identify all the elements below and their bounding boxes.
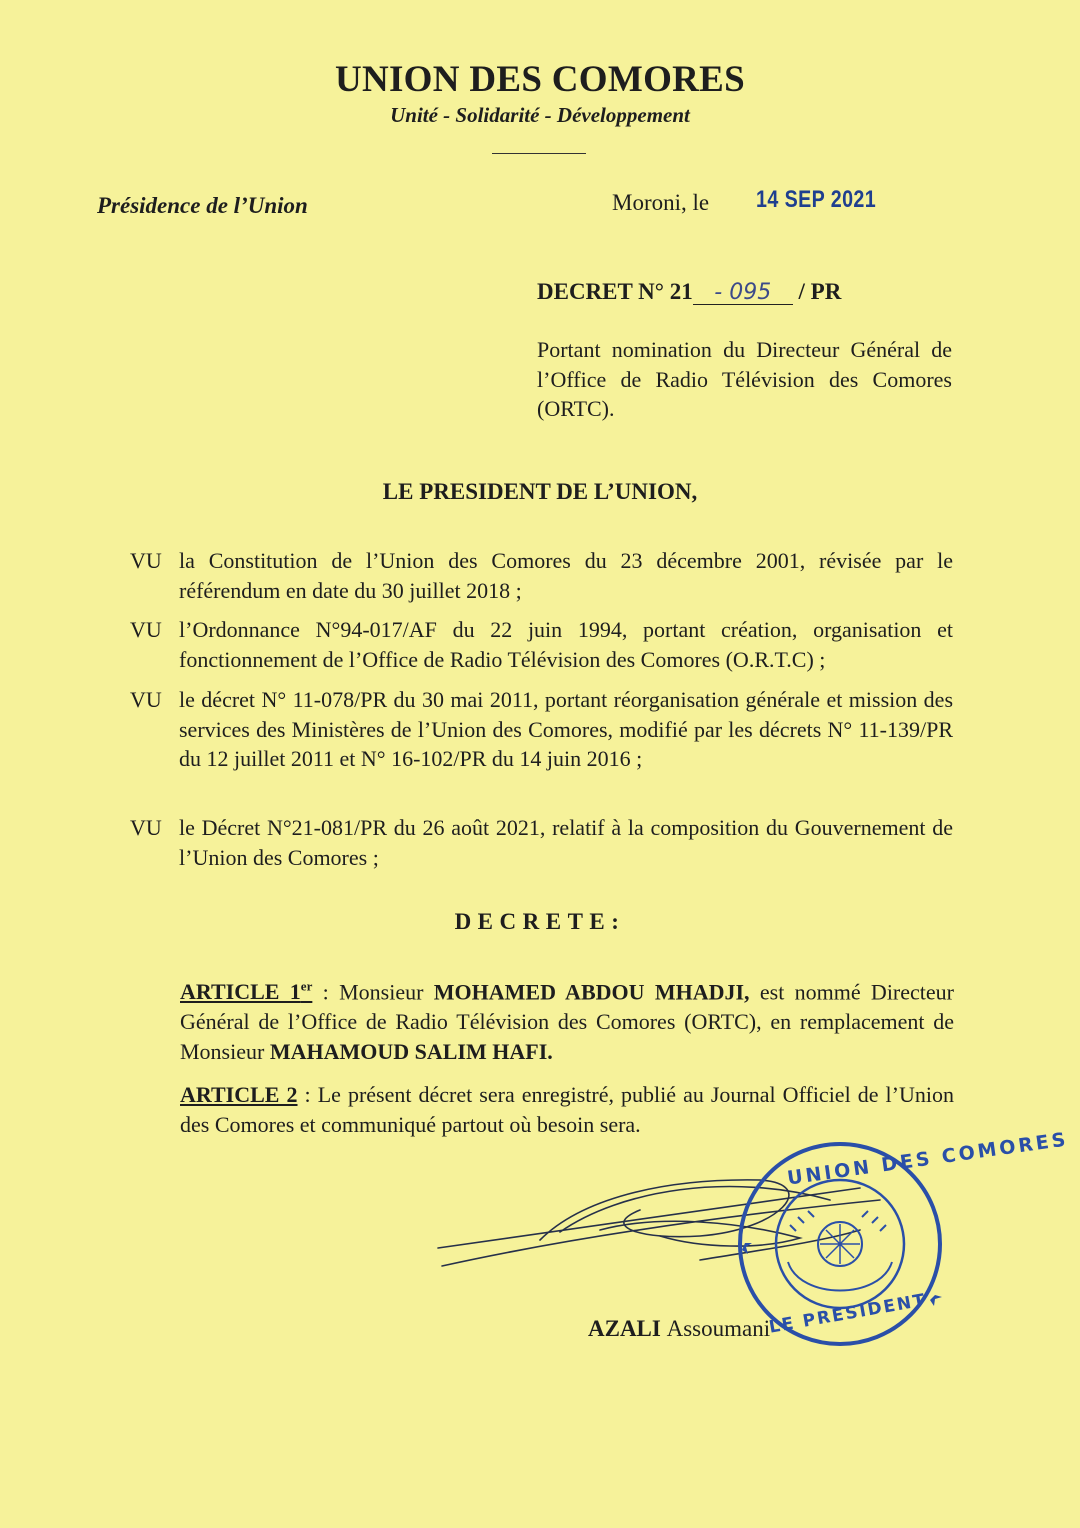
vu-label: VU [130,548,162,573]
article-1-label-sup: er [300,979,313,994]
article-1-separator: : [312,979,340,1005]
article-2-label: ARTICLE 2 [180,1082,298,1107]
article-1-label-text: ARTICLE 1 [180,979,301,1005]
preamble-item-text: le décret N° 11-078/PR du 30 mai 2011, portant réorganisation générale et mission des services des Ministères de l’Union des Comores, modifié par les décrets N° 11-139/PR du 12 juillet 2011 et N° 16-102/PR du 14 juin 2016 ; [179,687,953,771]
preamble-heading: LE PRESIDENT DE L’UNION, [382,479,698,504]
article-1-text: Monsieur [339,979,434,1005]
country-title: UNION DES COMORES [334,59,746,100]
preamble-item-text: le Décret N°21-081/PR du 26 août 2021, relatif à la composition du Gouvernement de l’Union des Comores ; [179,815,953,870]
issuer-label: Présidence de l’Union [97,193,308,218]
article-1-text-cont: est nommé Directeur Général de l’Office de Radio Télévision des Comores (ORTC), en remplacement de Monsieur [180,979,954,1065]
decree-handwritten-number: - 095 [693,282,793,305]
decree-suffix: / PR [798,279,842,304]
seal-top-text: UNION DES COMORES [785,1128,1070,1190]
preamble-item-text: la Constitution de l’Union des Comores du 23 décembre 2001, révisée par le référendum en date du 30 juillet 2018 ; [179,548,953,603]
signatory-name [588,1316,770,1342]
signatory-surname: AZALI [588,1316,661,1341]
place-label: Moroni, le [612,190,710,215]
predecessor-name: MAHAMOUD SALIM HAFI. [269,1039,553,1065]
date-stamp: 14 SEP 2021 [756,186,877,213]
article-2-separator: : [297,1082,318,1107]
vu-label: VU [130,617,162,642]
preamble-item-text: l’Ordonnance N°94-017/AF du 22 juin 1994, portant création, organisation et fonctionnement de l’Office de Radio Télévision des Comores (O.R.T.C) ; [179,617,953,672]
national-motto: Unité - Solidarité - Développement [390,103,690,127]
vu-label: VU [130,815,162,840]
seal-lettering [738,1128,1070,1338]
decrete-heading: DECRETE: [454,909,626,934]
seal-bottom-text: LE PRESIDENT [767,1290,929,1338]
decree-purpose: Portant nomination du Directeur Général de l’Office de Radio Télévision des Comores (ORTC). [537,337,952,421]
article-2-text: Le présent décret sera enregistré, publié au Journal Officiel de l’Union des Comores et communiqué partout où besoin sera. [180,1082,954,1137]
signatory-given-name: Assoumani [666,1316,771,1341]
decree-prefix: DECRET N° 21 [537,279,693,304]
appointee-name: MOHAMED ABDOU MHADJI, [433,979,750,1005]
vu-label: VU [130,687,162,712]
